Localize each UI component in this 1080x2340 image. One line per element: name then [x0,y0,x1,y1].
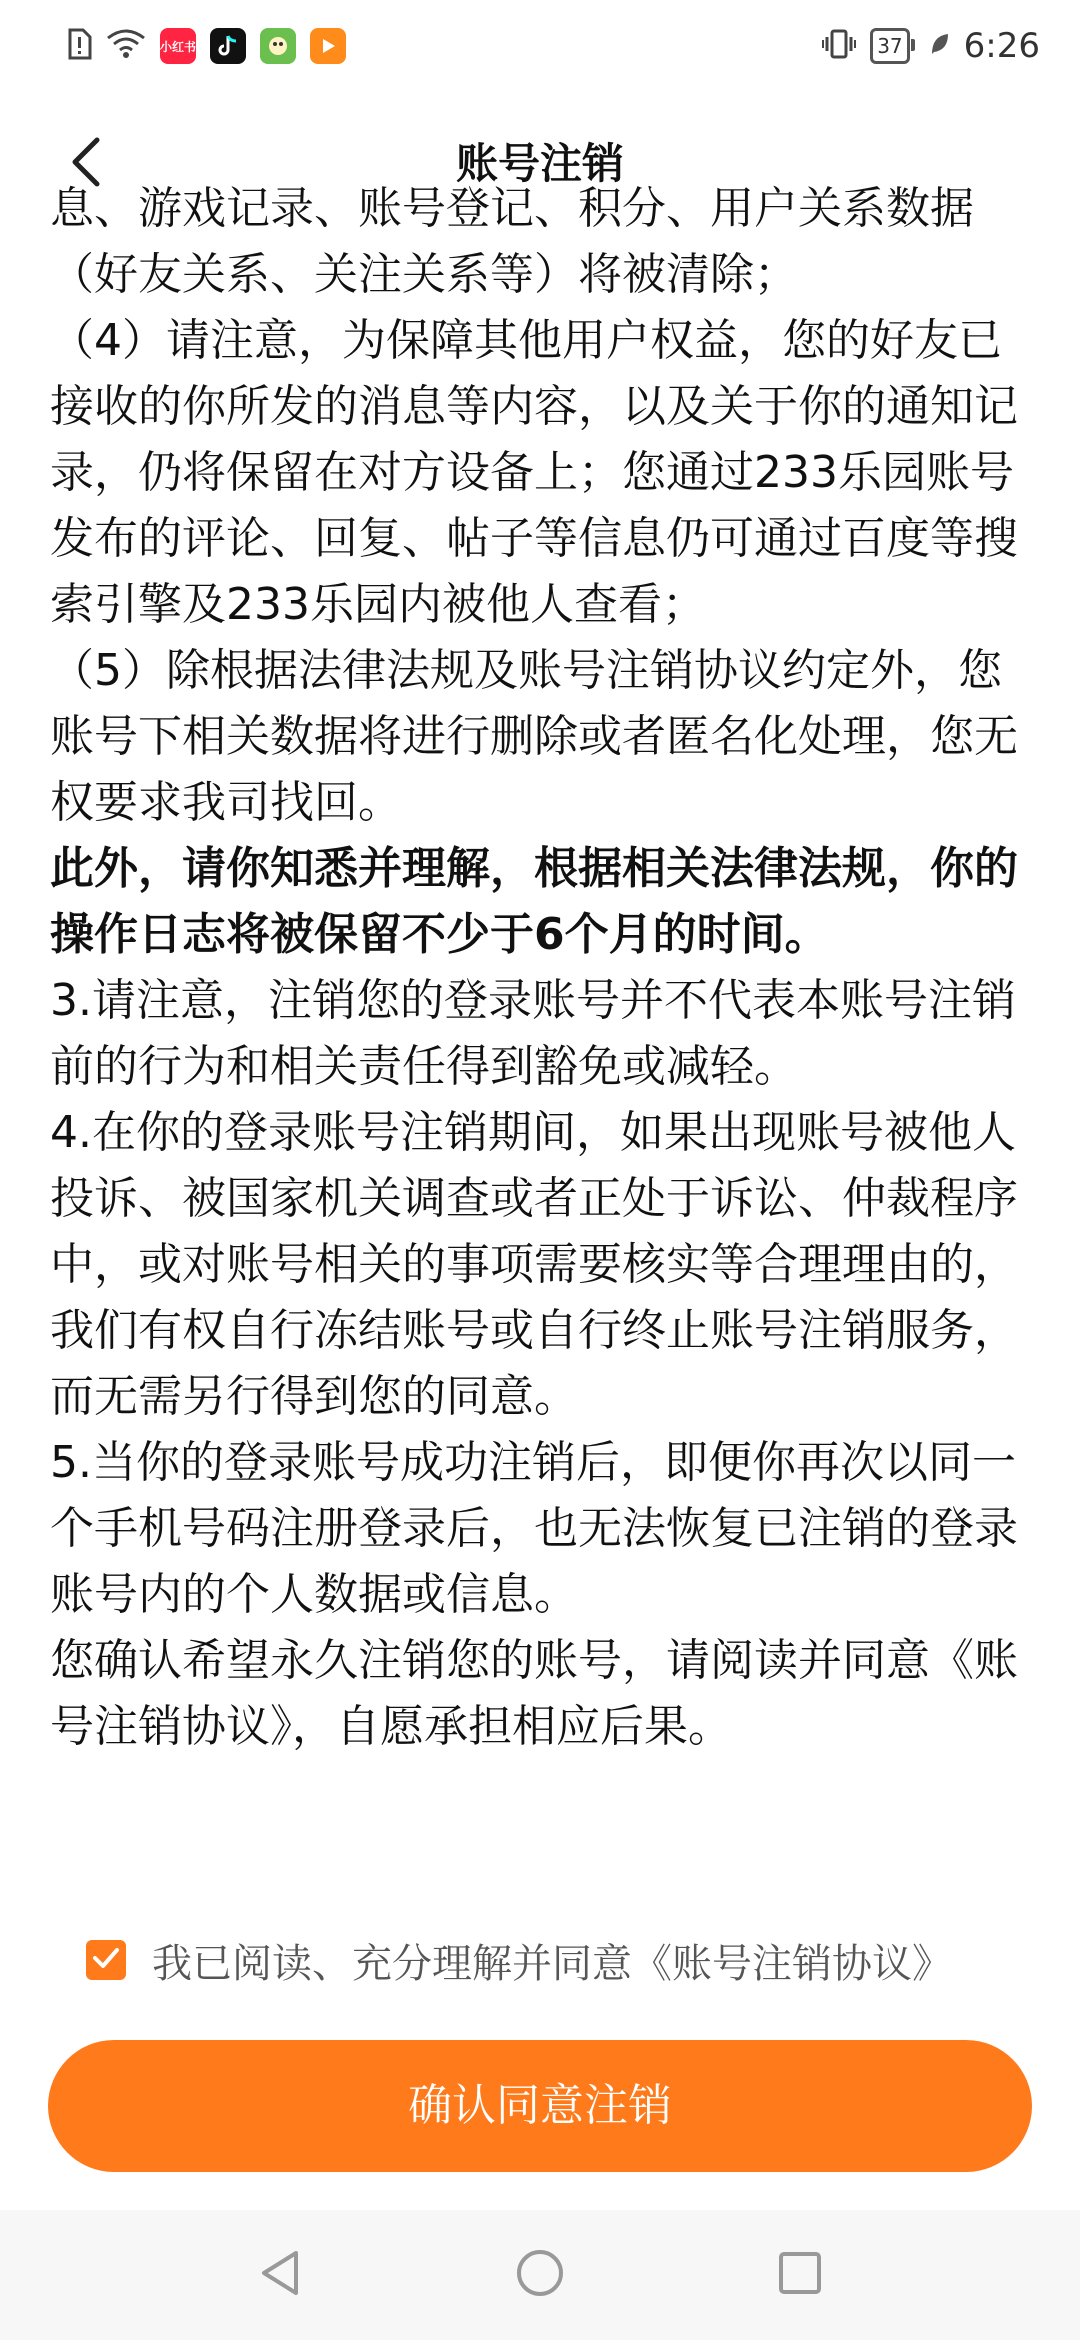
system-nav-bar [0,2210,1080,2340]
paragraph-8: 您确认希望永久注销您的账号，请阅读并同意《账号注销协议》，自愿承担相应后果。 [50,1635,1018,1752]
agree-checkbox[interactable] [86,1940,126,1980]
nav-recents-button[interactable] [770,2245,830,2305]
paragraph-7: 5.当你的登录账号成功注销后，即便你再次以同一个手机号码注册登录后，也无法恢复已注销的登录账号内的个人数据或信息。 [50,1437,1018,1620]
xiaohongshu-icon: 小红书 [160,28,196,64]
status-right-icons [822,26,1040,66]
vibrate-icon [822,28,856,64]
check-icon [92,1946,120,1974]
leaf-icon [930,32,950,60]
wifi-icon [106,28,146,64]
battery-indicator: 37 [870,28,909,64]
clock: 6:26 [963,26,1040,66]
paragraph-3: （5）除根据法律法规及账号注销协议约定外，您账号下相关数据将进行删除或者匿名化处理，您无权要求我司找回。 [50,645,1018,828]
status-bar [0,0,1080,92]
nav-home-button[interactable] [510,2245,570,2305]
circle-home-icon [515,2248,565,2302]
paragraph-5: 3.请注意，注销您的登录账号并不代表本账号注销前的行为和相关责任得到豁免或减轻。 [50,975,1016,1092]
triangle-back-icon [258,2249,302,2301]
status-left-icons [66,28,346,64]
agreement-content[interactable] [50,183,1030,1868]
paragraph-6: 4.在你的登录账号注销期间，如果出现账号被他人投诉、被国家机关调查或者正处于诉讼、仲裁程序中，或对账号相关的事项需要核实等合理理由的，我们有权自行冻结账号或自行终止账号注销服务，而无需另行得到您的同意。 [50,1107,1018,1422]
square-recents-icon [777,2250,823,2300]
confirm-cancel-account-button[interactable]: 确认同意注销 [48,2040,1032,2172]
paragraph-4-bold: 此外，请你知悉并理解，根据相关法律法规，你的操作日志将被保留不少于6个月的时间。 [50,843,1018,960]
sim-alert-icon [66,28,92,64]
agreement-row[interactable] [86,1930,952,1990]
nav-back-button[interactable] [250,2245,310,2305]
agree-label[interactable]: 我已阅读、充分理解并同意《账号注销协议》 [152,1940,952,1987]
agreement-text [50,176,1030,1760]
game-icon [260,28,296,64]
video-icon [310,28,346,64]
page-title: 账号注销 [455,139,624,188]
paragraph-1: 息、游戏记录、账号登记、积分、用户关系数据（好友关系、关注关系等）将被清除； [50,183,974,300]
paragraph-2: （4）请注意，为保障其他用户权益，您的好友已接收的你所发的消息等内容，以及关于你的通知记录，仍将保留在对方设备上；您通过233乐园账号发布的评论、回复、帖子等信息仍可通过百度等搜索引擎及233乐园内被他人查看； [50,315,1018,630]
tiktok-icon [210,28,246,64]
